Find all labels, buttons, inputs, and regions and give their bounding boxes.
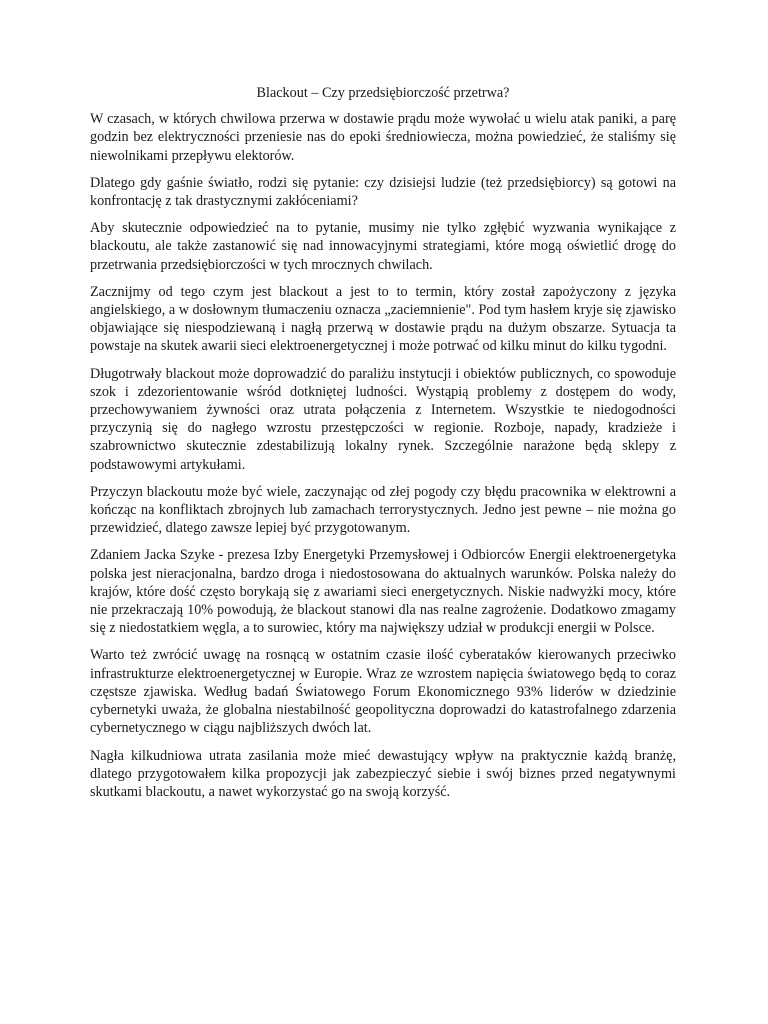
paragraph-6: Przyczyn blackoutu może być wiele, zaczynając od złej pogody czy błędu pracownika w elektrowni a kończąc na konfliktach zbrojnych lub zamachach terrorystycznych. Jedno jest pewne – nie można go przewidzieć, dlatego zawsze lepiej być przygotowanym. [90,483,676,537]
paragraph-4: Zacznijmy od tego czym jest blackout a jest to to termin, który został zapożyczony z języka angielskiego, a w dosłownym tłumaczeniu oznacza „zaciemnienie". Pod tym hasłem kryje się zjawisko objawiające się niespodziewaną i nagłą przerwą w dostawie prądu na dużym obszarze. Sytuacja ta powstaje na skutek awarii sieci elektroenergetycznej i może potrwać od kilku minut do kilku tygodni. [90,283,676,355]
document-page [90,84,676,810]
paragraph-2: Dlatego gdy gaśnie światło, rodzi się pytanie: czy dzisiejsi ludzie (też przedsiębiorcy) są gotowi na konfrontację z tak drastycznymi zakłóceniami? [90,174,676,210]
document-title: Blackout – Czy przedsiębiorczość przetrwa? [256,85,510,101]
paragraph-9: Nagła kilkudniowa utrata zasilania może mieć dewastujący wpływ na praktycznie każdą branżę, dlatego przygotowałem kilka propozycji jak zabezpieczyć siebie i swój biznes przed negatywnymi skutkami blackoutu, a nawet wykorzystać go na swoją korzyść. [90,747,676,800]
paragraph-3: Aby skutecznie odpowiedzieć na to pytanie, musimy nie tylko zgłębić wyzwania wynikające z blackoutu, ale także zastanowić się nad innowacyjnymi strategiami, które mogą oświetlić drogę do przetrwania przedsiębiorczości w tych mrocznych chwilach. [90,220,676,273]
paragraph-8: Warto też zwrócić uwagę na rosnącą w ostatnim czasie ilość cyberataków kierowanych przeciwko infrastrukturze elektroenergetycznej w Europie. Wraz ze wzrostem napięcia światowego będą to coraz częstsze zjawiska. Według badań Światowego Forum Ekonomicznego 93% liderów w dziedzinie cybernetyki uważa, że globalna niestabilność geopolityczna doprowadzi do katastrofalnego zdarzenia cybernetycznego w ciągu najbliższych dwóch lat. [90,647,676,737]
paragraph-7: Zdaniem Jacka Szyke - prezesa Izby Energetyki Przemysłowej i Odbiorców Energii elektroenergetyka polska jest nieracjonalna, bardzo droga i niedostosowana do aktualnych warunków. Polska należy do krajów, które dość często borykają się z awariami sieci energetycznych. Niskie nadwyżki mocy, które nie przekraczają 10% powodują, że blackout stanowi dla nas realne zagrożenie. Dodatkowo zmagamy się z niedostatkiem węgla, a to surowiec, który ma największy udział w produkcji energii w Polsce. [90,547,676,637]
paragraph-5: Długotrwały blackout może doprowadzić do paraliżu instytucji i obiektów publicznych, co spowoduje szok i zdezorientowanie wśród dotkniętej ludności. Wystąpią problemy z dostępem do wody, przechowywaniem żywności oraz utrata połączenia z Internetem. Wszystkie te niedogodności przyczynią się do nagłego wzrostu przestępczości w regionie. Rozboje, napady, kradzieże i szabrownictwo skutecznie zdestabilizują lokalny rynek. Szczególnie narażone będą sklepy z podstawowymi artykułami. [90,365,676,473]
paragraph-1: W czasach, w których chwilowa przerwa w dostawie prądu może wywołać u wielu atak paniki, a parę godzin bez elektryczności przeniesie nas do epoki średniowiecza, można powiedzieć, że staliśmy się niewolnikami przepływu elektorów. [90,111,676,164]
